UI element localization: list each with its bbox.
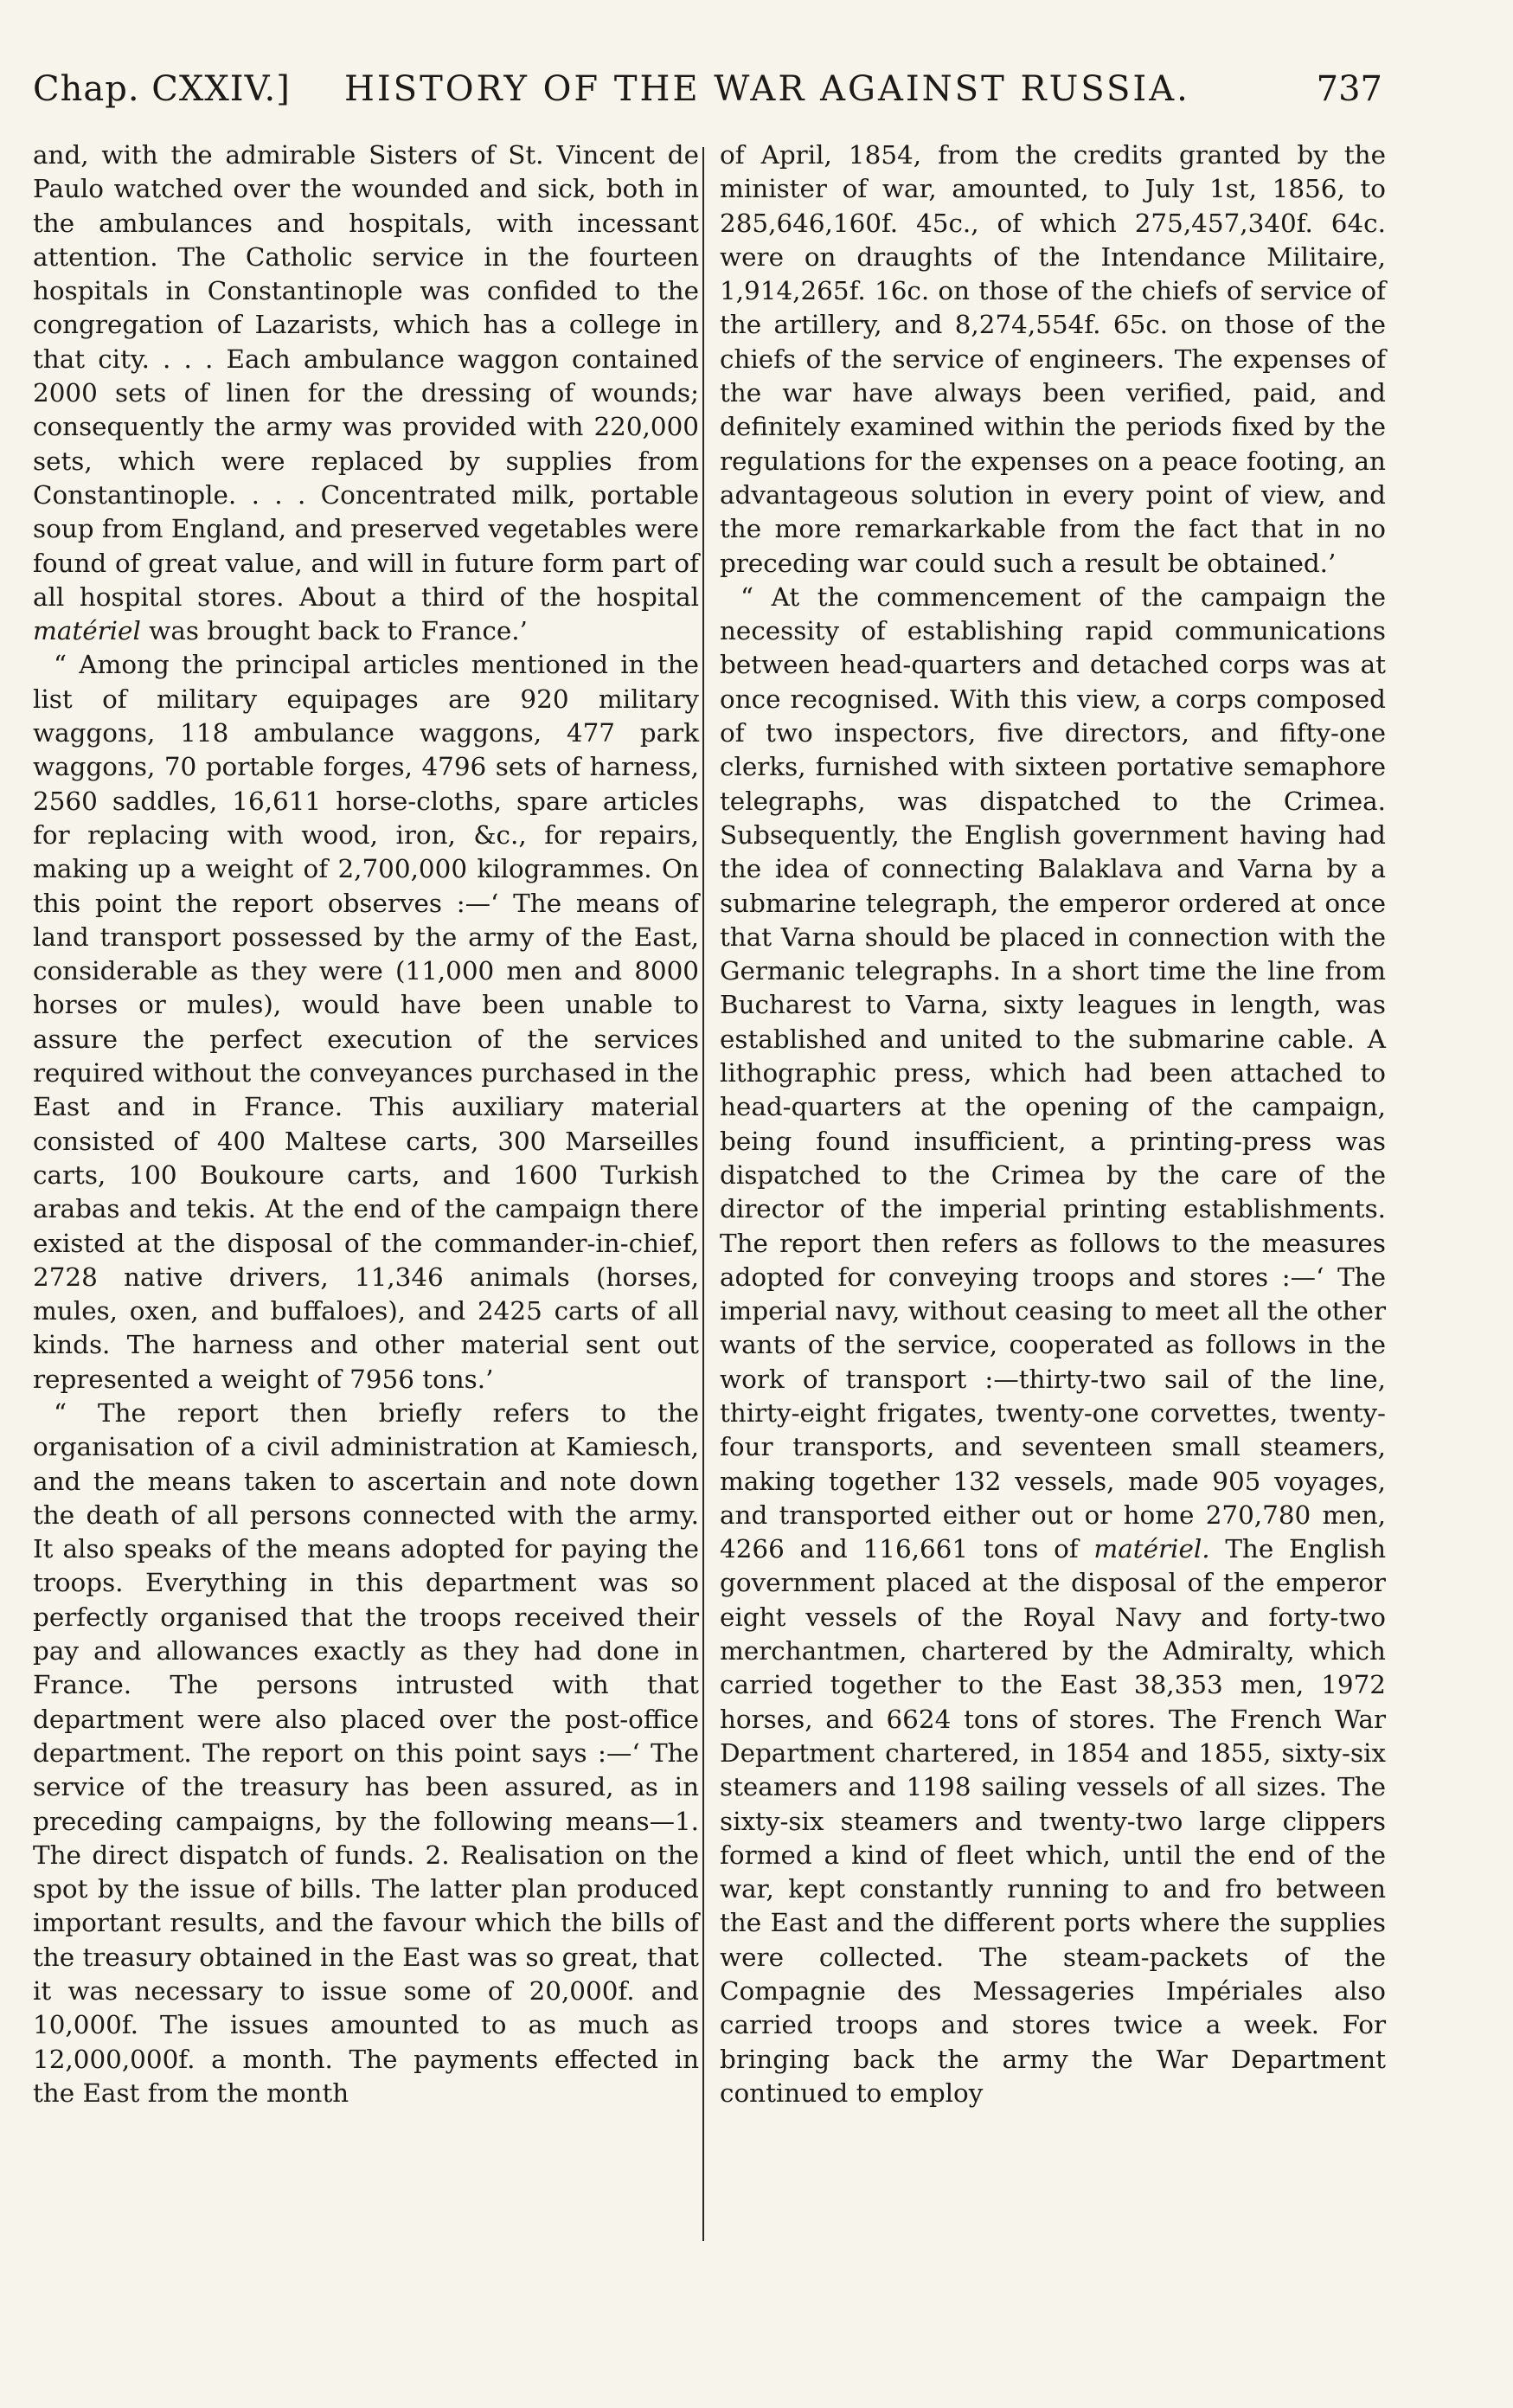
paragraph-text: The English government placed at the disposal of the emperor eight vessels of the Royal Navy and forty-two merchantmen, chartered by the Admiralty, which carried together to the East 38,353 men, 1972 horses, and 6624 tons of stores. The French War Department chartered, in 1854 and 1855, sixty-six steamers and 1198 sailing vessels of all sizes. The sixty-six steamers and twenty-two large clippers formed a kind of fleet which, until the end of the war, kept constantly running to and fro between the East and the different ports where the supplies were collected. The steam-packets of the Compagnie des Messageries Impériales also carried troops and stores twice a week. For bringing back the army the War Department continued to employ bbox=[720, 1534, 1387, 2108]
chapter-label: Chap. CXXIV.] bbox=[33, 69, 291, 109]
paragraph bbox=[33, 138, 699, 648]
left-column bbox=[33, 138, 699, 2110]
page-header bbox=[33, 69, 1382, 121]
right-column bbox=[720, 138, 1386, 2110]
paragraph: “ The report then briefly refers to the organisation of a civil administration at Kamiesch, and the means taken to ascertain and note down the death of all persons connected with the army. It also speaks of the means adopted for paying the troops. Everything in this department was so perfectly organised that the troops received their pay and allowances exactly as they had done in France. The persons intrusted with that department were also placed over the post-office department. The report on this point says :—‘ The service of the treasury has been assured, as in preceding campaigns, by the following means—1. The direct dispatch of funds. 2. Realisation on the spot by the issue of bills. The latter plan produced important results, and the favour which the bills of the treasury obtained in the East was so great, that it was necessary to issue some of 20,000f. and 10,000f. The issues amounted to as much as 12,000,000f. a month. The payments effected in the East from the month bbox=[33, 1397, 699, 2108]
paragraph-text: “ At the commencement of the campaign the necessity of establishing rapid communications between head-quarters and detached corps was at once recognised. With this view, a corps composed of two inspectors, five directors, and fifty-one clerks, furnished with sixteen portative semaphore telegraphs, was dispatched to the Crimea. Subsequently, the English government having had the idea of connecting Balaklava and Varna by a submarine telegraph, the emperor ordered at once that Varna should be placed in connection with the Germanic telegraphs. In a short time the line from Bucharest to Varna, sixty leagues in length, was established and united to the submarine cable. A lithographic press, which had been attached to head-quarters at the opening of the campaign, being found insufficient, a printing-press was dispatched to the Crimea by the care of the director of the imperial printing establishments. The report then refers as follows to the measures adopted for conveying troops and stores :—‘ The imperial navy, without ceasing to meet all the other wants of the service, cooperated as follows in the work of transport :—thirty-two sail of the line, thirty-eight frigates, twenty-one corvettes, twenty-four transports, and seventeen small steamers, making together 132 vessels, made 905 voyages, and transported either out or home 270,780 men, 4266 and 116,661 tons of bbox=[720, 581, 1386, 1564]
column-divider bbox=[702, 147, 704, 2241]
paragraph: of April, 1854, from the credits granted by the minister of war, amounted, to July 1st, 1856, to 285,646,160f. 45c., of which 275,457,340f. 64c. were on draughts of the Intendance Militaire, 1,914,265f. 16c. on those of the chiefs of service of the artillery, and 8,274,554f. 65c. on those of the chiefs of the service of engineers. The expenses of the war have always been verified, paid, and definitely examined within the periods fixed by the regulations for the expenses on a peace footing, an advantageous solution in every point of view, and the more remarkarkable from the fact that in no preceding war could such a result be obtained.’ bbox=[720, 140, 1386, 578]
paragraph bbox=[720, 581, 1386, 2110]
page-number: 737 bbox=[1316, 69, 1382, 109]
paragraph: “ Among the principal articles mentioned in the list of military equipages are 920 military waggons, 118 ambulance waggons, 477 park waggons, 70 portable forges, 4796 sets of harness, 2560 saddles, 16,611 horse-cloths, spare articles for replacing with wood, iron, &c., for repairs, making up a weight of 2,700,000 kilogrammes. On this point the report observes :—‘ The means of land transport possessed by the army of the East, considerable as they were (11,000 men and 8000 horses or mules), would have been unable to assure the perfect execution of the services required without the conveyances purchased in the East and in France. This auxiliary material consisted of 400 Maltese carts, 300 Marseilles carts, 100 Boukoure carts, and 1600 Turkish arabas and tekis. At the end of the campaign there existed at the disposal of the commander-in-chief, 2728 native drivers, 11,346 animals (horses, mules, oxen, and buffaloes), and 2425 carts of all kinds. The harness and other material sent out represented a weight of 7956 tons.’ bbox=[33, 650, 699, 1394]
italic-term: matériel bbox=[33, 616, 141, 646]
italic-term: matériel. bbox=[1093, 1534, 1210, 1564]
running-title: HISTORY OF THE WAR AGAINST RUSSIA. bbox=[344, 69, 1190, 109]
paragraph-text: and, with the admirable Sisters of St. Vincent de Paulo watched over the wounded and sick, both in the ambulances and hospitals, with incessant attention. The Catholic service in the fourteen hospitals in Constantinople was confided to the congregation of Lazarists, which has a college in that city. . . . Each ambulance waggon contained 2000 sets of linen for the dressing of wounds; consequently the army was provided with 220,000 sets, which were replaced by supplies from Constantinople. . . . Concentrated milk, portable soup from England, and preserved vegetables were found of great value, and will in future form part of all hospital stores. About a third of the hospital bbox=[33, 140, 699, 612]
paragraph-text: was brought back to France.’ bbox=[140, 616, 528, 646]
